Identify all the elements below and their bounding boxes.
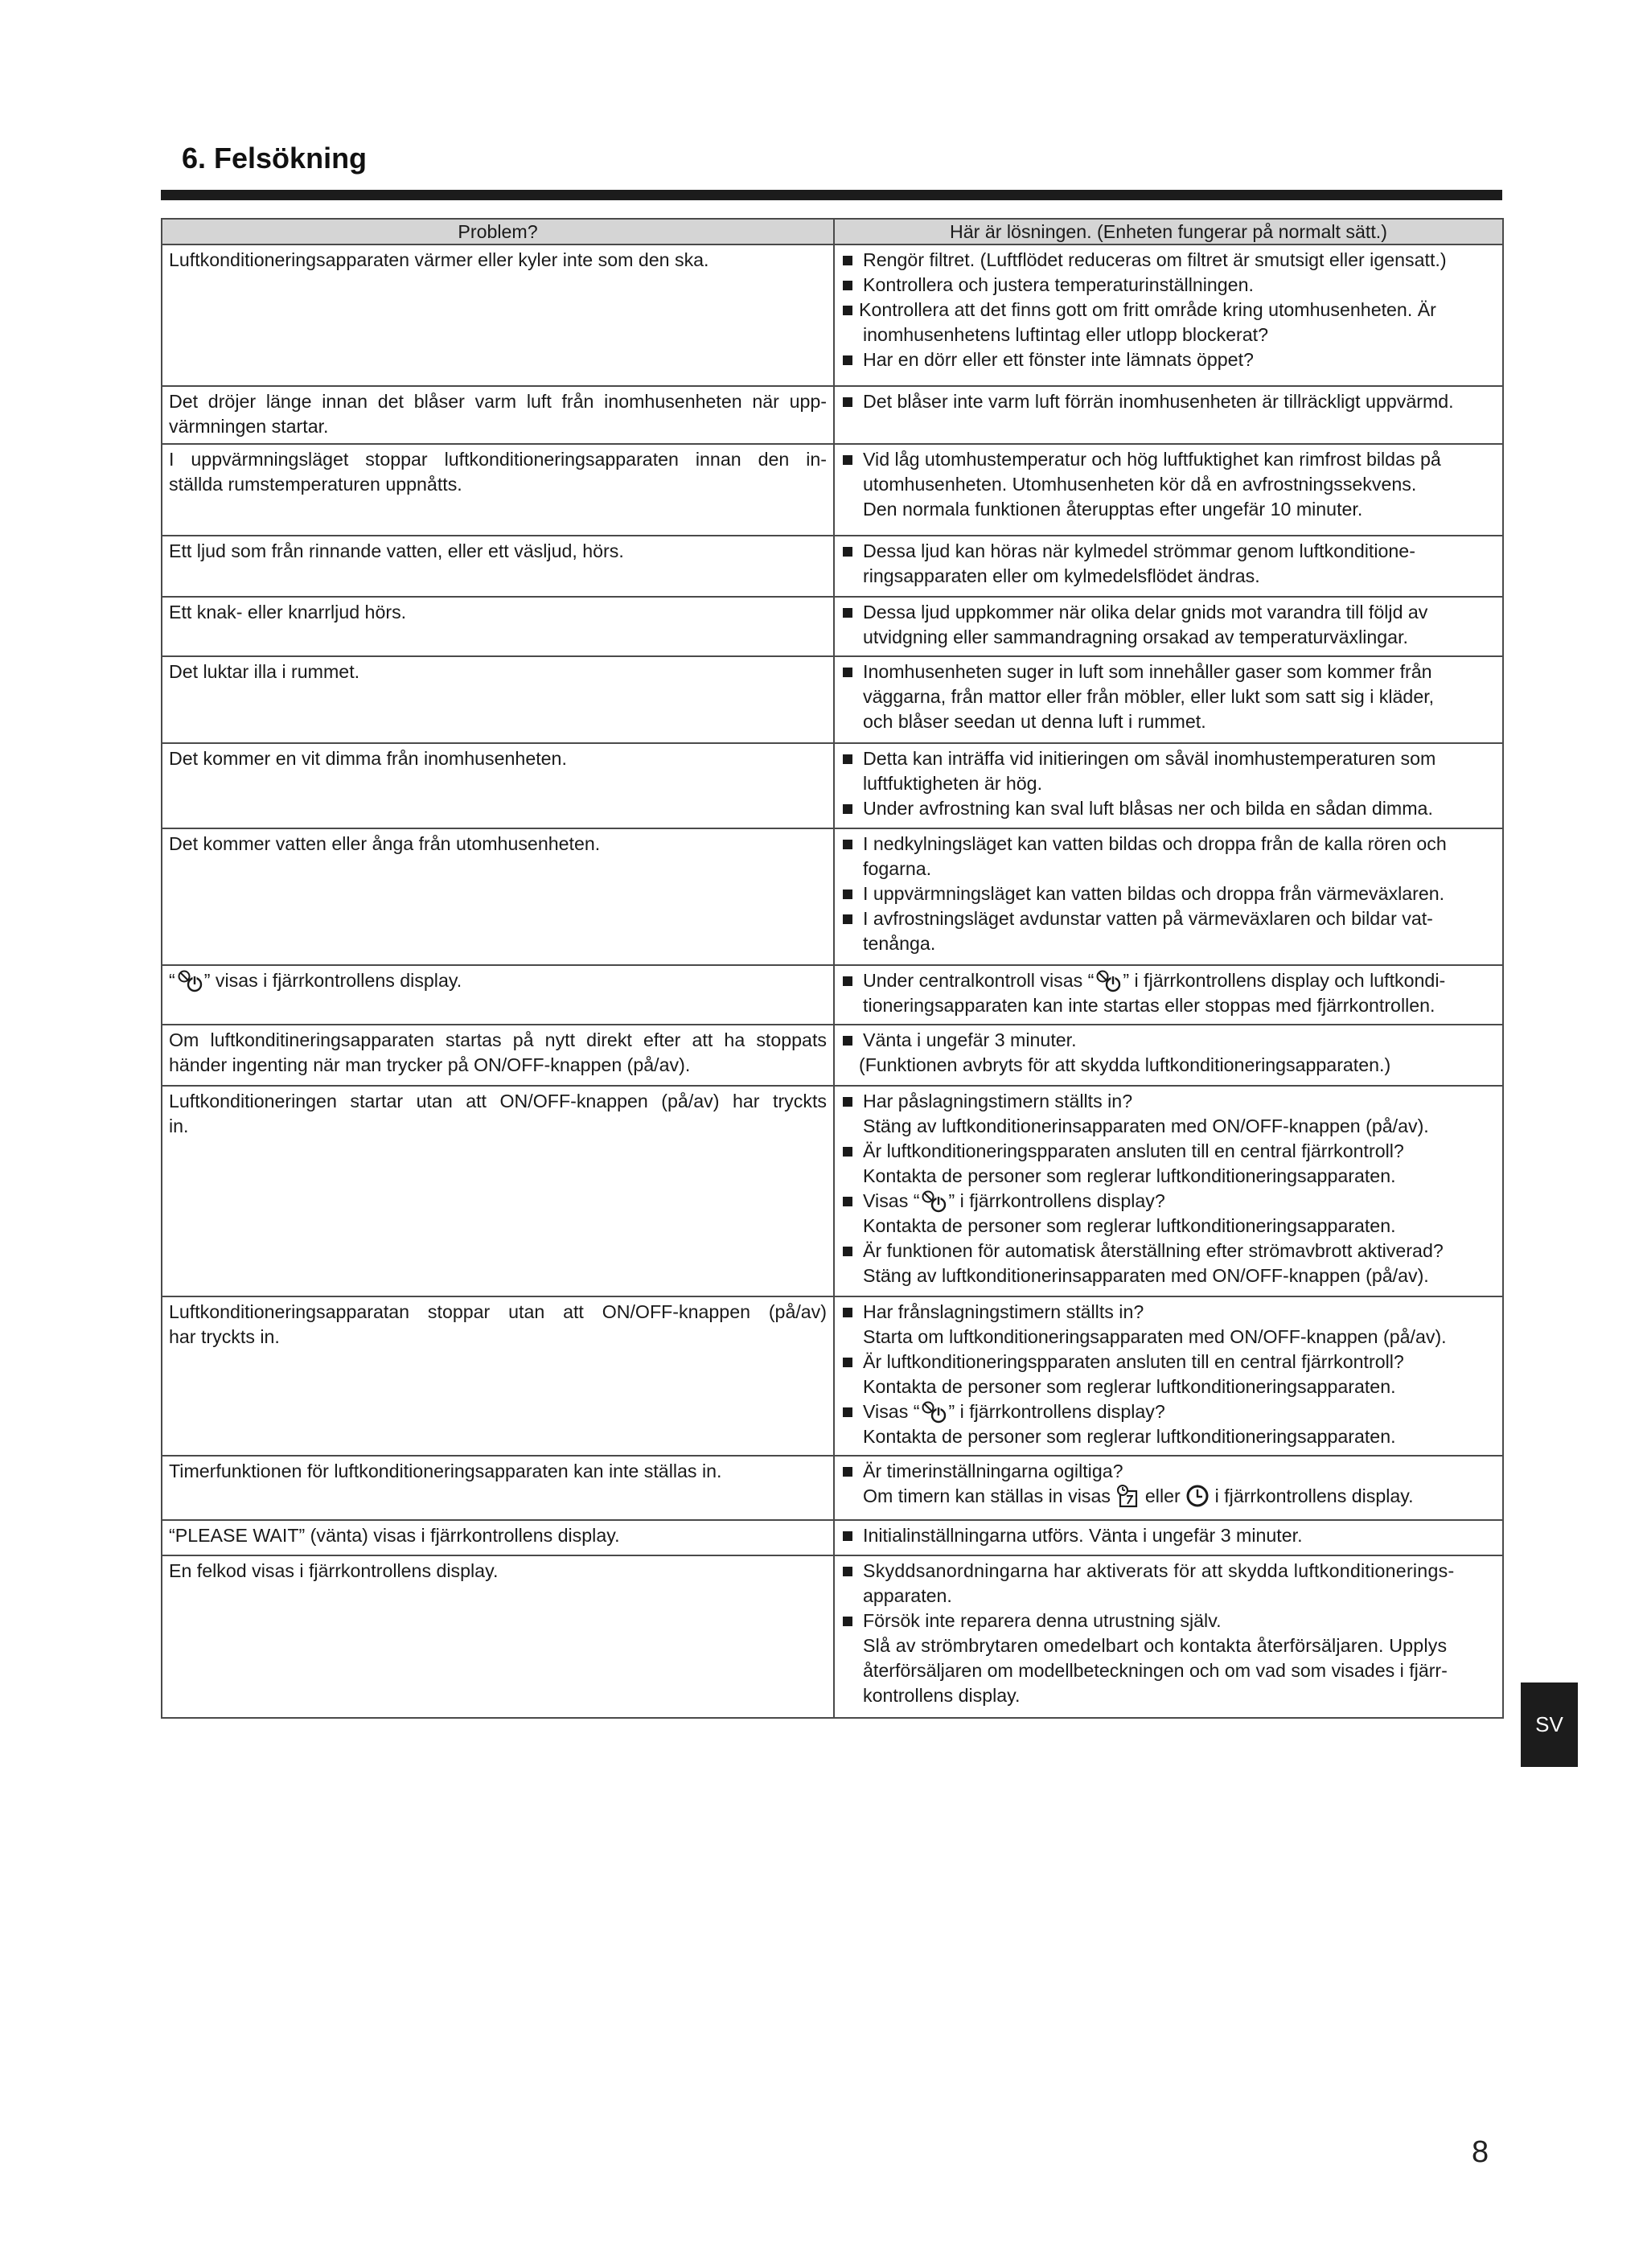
table-row — [162, 1086, 1503, 1296]
solution-cell — [834, 828, 1503, 965]
solution-cell — [834, 444, 1503, 536]
solution-text: Vänta i ungefär 3 minuter. — [863, 1029, 1077, 1050]
bullet-icon — [841, 298, 859, 323]
bullet-icon — [841, 389, 863, 414]
problem-text: Om luftkonditineringsapparaten startas på nytt direkt efter att ha stoppats — [169, 1029, 827, 1050]
problem-text: Det dröjer länge innan det blåser varm luft från inomhusenheten när upp- — [169, 391, 827, 412]
solution-text: ” i fjärrkontrollens display och luftkondi- — [1123, 970, 1446, 991]
solution-text: Stäng av luftkonditionerinsapparaten med ON/OFF-knappen (på/av). — [863, 1265, 1429, 1286]
solution-text: Dessa ljud kan höras när kylmedel strömmar genom luftkonditione- — [863, 540, 1415, 561]
problem-cell — [162, 965, 834, 1025]
solution-text: Kontakta de personer som reglerar luftkonditioneringsapparaten. — [863, 1426, 1396, 1447]
table-row — [162, 386, 1503, 444]
table-row — [162, 1520, 1503, 1555]
table-row — [162, 1555, 1503, 1718]
problem-text: Ett knak- eller knarrljud hörs. — [169, 602, 407, 622]
solution-text: i fjärrkontrollens display. — [1214, 1485, 1414, 1506]
problem-text: ställda rumstemperaturen uppnåtts. — [169, 474, 462, 495]
problem-cell — [162, 1520, 834, 1555]
bullet-icon — [841, 746, 863, 771]
solution-text: Visas “ — [863, 1401, 920, 1422]
problem-text: I uppvärmningsläget stoppar luftkonditioneringsapparaten innan den in- — [169, 449, 827, 470]
problem-cell — [162, 597, 834, 656]
bullet-icon — [841, 1459, 863, 1484]
bullet-icon — [841, 906, 863, 931]
solution-cell — [834, 1456, 1503, 1520]
problem-cell — [162, 444, 834, 536]
table-row — [162, 828, 1503, 965]
solution-text: Den normala funktionen återupptas efter ungefär 10 minuter. — [863, 499, 1363, 520]
problem-text: har tryckts in. — [169, 1326, 280, 1347]
solution-text: Om timern kan ställas in visas — [863, 1485, 1111, 1506]
solution-text: ” i fjärrkontrollens display? — [948, 1401, 1165, 1422]
table-row — [162, 1025, 1503, 1086]
bullet-icon — [841, 1028, 863, 1053]
solution-text: Det blåser inte varm luft förrän inomhusenheten är tillräckligt uppvärmd. — [863, 391, 1454, 412]
solution-text: luftfuktigheten är hög. — [863, 773, 1043, 794]
solution-text: (Funktionen avbryts för att skydda luftkonditioneringsapparaten.) — [859, 1054, 1391, 1075]
bullet-icon — [841, 347, 863, 372]
bullet-icon — [841, 600, 863, 625]
solution-text: Stäng av luftkonditionerinsapparaten med ON/OFF-knappen (på/av). — [863, 1116, 1429, 1136]
heading-rule — [161, 190, 1502, 200]
solution-cell — [834, 1025, 1503, 1086]
solution-cell — [834, 1555, 1503, 1718]
problem-text: “ — [169, 970, 175, 991]
solution-text: Inomhusenheten suger in luft som innehåller gaser som kommer från — [863, 661, 1432, 682]
page-number: 8 — [1472, 2135, 1489, 2169]
problem-cell — [162, 1086, 834, 1296]
language-tab: SV — [1521, 1683, 1578, 1767]
solution-text: Är funktionen för automatisk återställning efter strömavbrott aktiverad? — [863, 1240, 1444, 1261]
solution-text: Kontakta de personer som reglerar luftkonditioneringsapparaten. — [863, 1215, 1396, 1236]
solution-text: utomhusenheten. Utomhusenheten kör då en avfrostningssekvens. — [863, 474, 1417, 495]
solution-cell — [834, 1086, 1503, 1296]
table-header-row — [162, 219, 1503, 244]
solution-text: inomhusenhetens luftintag eller utlopp blockerat? — [863, 324, 1269, 345]
problem-text: Timerfunktionen för luftkonditioneringsapparaten kan inte ställas in. — [169, 1461, 722, 1481]
solution-text: I avfrostningsläget avdunstar vatten på värmeväxlaren och bildar vat- — [863, 908, 1433, 929]
solution-text: Rengör filtret. (Luftflödet reduceras om filtret är smutsigt eller igensatt.) — [863, 249, 1447, 270]
problem-text: “PLEASE WAIT” (vänta) visas i fjärrkontrollens display. — [169, 1525, 620, 1546]
solution-text: Detta kan inträffa vid initieringen om såväl inomhustemperaturen som — [863, 748, 1436, 769]
problem-text: Luftkonditioneringsapparaten värmer eller kyler inte som den ska. — [169, 249, 709, 270]
solution-text: tioneringsapparaten kan inte startas eller stoppas med fjärrkontrollen. — [863, 995, 1435, 1016]
solution-cell — [834, 386, 1503, 444]
problem-cell — [162, 743, 834, 828]
solution-text: tenånga. — [863, 933, 936, 954]
solution-text: Har påslagningstimern ställts in? — [863, 1091, 1133, 1111]
central-control-icon — [919, 1400, 948, 1424]
bullet-icon — [841, 1139, 863, 1164]
solution-text: väggarna, från mattor eller från möbler, eller lukt som satt sig i kläder, — [863, 686, 1435, 707]
solution-cell — [834, 743, 1503, 828]
solution-text: återförsäljaren om modellbeteckningen och om vad som visades i fjärr- — [863, 1660, 1448, 1681]
central-control-icon — [919, 1189, 948, 1214]
section-heading: 6. Felsökning — [182, 142, 368, 175]
solution-cell — [834, 1296, 1503, 1456]
problem-text: händer ingenting när man trycker på ON/OFF-knappen (på/av). — [169, 1054, 691, 1075]
problem-text: in. — [169, 1116, 189, 1136]
solution-text: Är luftkonditioneringspparaten ansluten till en central fjärrkontroll? — [863, 1140, 1404, 1161]
bullet-icon — [841, 447, 863, 472]
solution-text: Är luftkonditioneringspparaten ansluten till en central fjärrkontroll? — [863, 1351, 1404, 1372]
problem-text: Luftkonditioneringsapparatan stoppar utan att ON/OFF-knappen (på/av) — [169, 1301, 827, 1322]
bullet-icon — [841, 248, 863, 273]
solution-cell — [834, 1520, 1503, 1555]
table-row — [162, 444, 1503, 536]
solution-text: Kontakta de personer som reglerar luftkonditioneringsapparaten. — [863, 1376, 1396, 1397]
solution-cell — [834, 536, 1503, 597]
solution-cell — [834, 244, 1503, 386]
problem-text: Det luktar illa i rummet. — [169, 661, 360, 682]
header-solution: Här är lösningen. (Enheten fungerar på normalt sätt.) — [834, 219, 1503, 244]
table-row — [162, 965, 1503, 1025]
troubleshooting-table — [161, 218, 1504, 1719]
bullet-icon — [841, 659, 863, 684]
solution-text: Skyddsanordningarna har aktiverats för att skydda luftkonditionerings- — [863, 1560, 1455, 1581]
solution-text: utvidgning eller sammandragning orsakad av temperaturväxlingar. — [863, 627, 1408, 647]
solution-text: Initialinställningarna utförs. Vänta i ungefär 3 minuter. — [863, 1525, 1303, 1546]
bullet-icon — [841, 1089, 863, 1114]
central-control-icon — [1094, 969, 1123, 993]
problem-cell — [162, 656, 834, 743]
table-row — [162, 244, 1503, 386]
bullet-icon — [841, 1399, 863, 1424]
problem-cell — [162, 244, 834, 386]
weekly-timer-icon — [1115, 1484, 1140, 1508]
solution-text: Under avfrostning kan sval luft blåsas ner och bilda en sådan dimma. — [863, 798, 1433, 819]
solution-cell — [834, 965, 1503, 1025]
table-row — [162, 536, 1503, 597]
problem-cell — [162, 1555, 834, 1718]
bullet-icon — [841, 1239, 863, 1263]
bullet-icon — [841, 539, 863, 564]
problem-cell — [162, 1456, 834, 1520]
problem-cell — [162, 1025, 834, 1086]
problem-cell — [162, 386, 834, 444]
table-row — [162, 1296, 1503, 1456]
solution-text: ” i fjärrkontrollens display? — [948, 1190, 1165, 1211]
solution-text: och blåser seedan ut denna luft i rummet. — [863, 711, 1206, 732]
table-row — [162, 1456, 1503, 1520]
solution-text: Har en dörr eller ett fönster inte lämnats öppet? — [863, 349, 1254, 370]
solution-cell — [834, 656, 1503, 743]
solution-text: Under centralkontroll visas “ — [863, 970, 1095, 991]
bullet-icon — [841, 1189, 863, 1214]
solution-text: apparaten. — [863, 1585, 952, 1606]
table-row — [162, 656, 1503, 743]
simple-timer-icon — [1185, 1484, 1210, 1508]
solution-text: I nedkylningsläget kan vatten bildas och droppa från de kalla rören och — [863, 833, 1447, 854]
solution-text: Kontrollera och justera temperaturinställningen. — [863, 274, 1254, 295]
problem-cell — [162, 1296, 834, 1456]
table-row — [162, 743, 1503, 828]
bullet-icon — [841, 1300, 863, 1325]
table-row — [162, 597, 1503, 656]
solution-cell — [834, 597, 1503, 656]
bullet-icon — [841, 796, 863, 821]
bullet-icon — [841, 832, 863, 857]
solution-text: ringsapparaten eller om kylmedelsflödet ändras. — [863, 565, 1260, 586]
problem-text: En felkod visas i fjärrkontrollens display. — [169, 1560, 499, 1581]
central-control-icon — [175, 969, 204, 993]
problem-cell — [162, 828, 834, 965]
bullet-icon — [841, 273, 863, 298]
solution-text: fogarna. — [863, 858, 932, 879]
solution-text: Vid låg utomhustemperatur och hög luftfuktighet kan rimfrost bildas på — [863, 449, 1441, 470]
problem-text: Ett ljud som från rinnande vatten, eller ett väsljud, hörs. — [169, 540, 624, 561]
solution-text: Har frånslagningstimern ställts in? — [863, 1301, 1144, 1322]
solution-text: Slå av strömbrytaren omedelbart och kontakta återförsäljaren. Upplys — [863, 1635, 1448, 1656]
solution-text: Dessa ljud uppkommer när olika delar gnids mot varandra till följd av — [863, 602, 1428, 622]
solution-text: I uppvärmningsläget kan vatten bildas och droppa från värmeväxlaren. — [863, 883, 1445, 904]
solution-text: Försök inte reparera denna utrustning själv. — [863, 1610, 1222, 1631]
bullet-icon — [841, 1350, 863, 1374]
problem-text: Luftkonditioneringen startar utan att ON/OFF-knappen (på/av) har tryckts — [169, 1091, 827, 1111]
solution-text: kontrollens display. — [863, 1685, 1021, 1706]
solution-text: eller — [1144, 1485, 1181, 1506]
solution-text: Är timerinställningarna ogiltiga? — [863, 1461, 1123, 1481]
problem-text: ” visas i fjärrkontrollens display. — [203, 970, 462, 991]
solution-text: Visas “ — [863, 1190, 920, 1211]
solution-text: Starta om luftkonditioneringsapparaten med ON/OFF-knappen (på/av). — [863, 1326, 1447, 1347]
bullet-icon — [841, 968, 863, 993]
header-problem: Problem? — [162, 219, 834, 244]
problem-text: Det kommer vatten eller ånga från utomhusenheten. — [169, 833, 601, 854]
bullet-icon — [841, 881, 863, 906]
problem-text: värmningen startar. — [169, 416, 329, 437]
solution-text: Kontrollera att det finns gott om fritt område kring utomhusenheten. Är — [859, 299, 1436, 320]
problem-text: Det kommer en vit dimma från inomhusenheten. — [169, 748, 567, 769]
bullet-icon — [841, 1609, 863, 1633]
bullet-icon — [841, 1559, 863, 1584]
solution-text: Kontakta de personer som reglerar luftkonditioneringsapparaten. — [863, 1165, 1396, 1186]
bullet-icon — [841, 1523, 863, 1548]
problem-cell — [162, 536, 834, 597]
